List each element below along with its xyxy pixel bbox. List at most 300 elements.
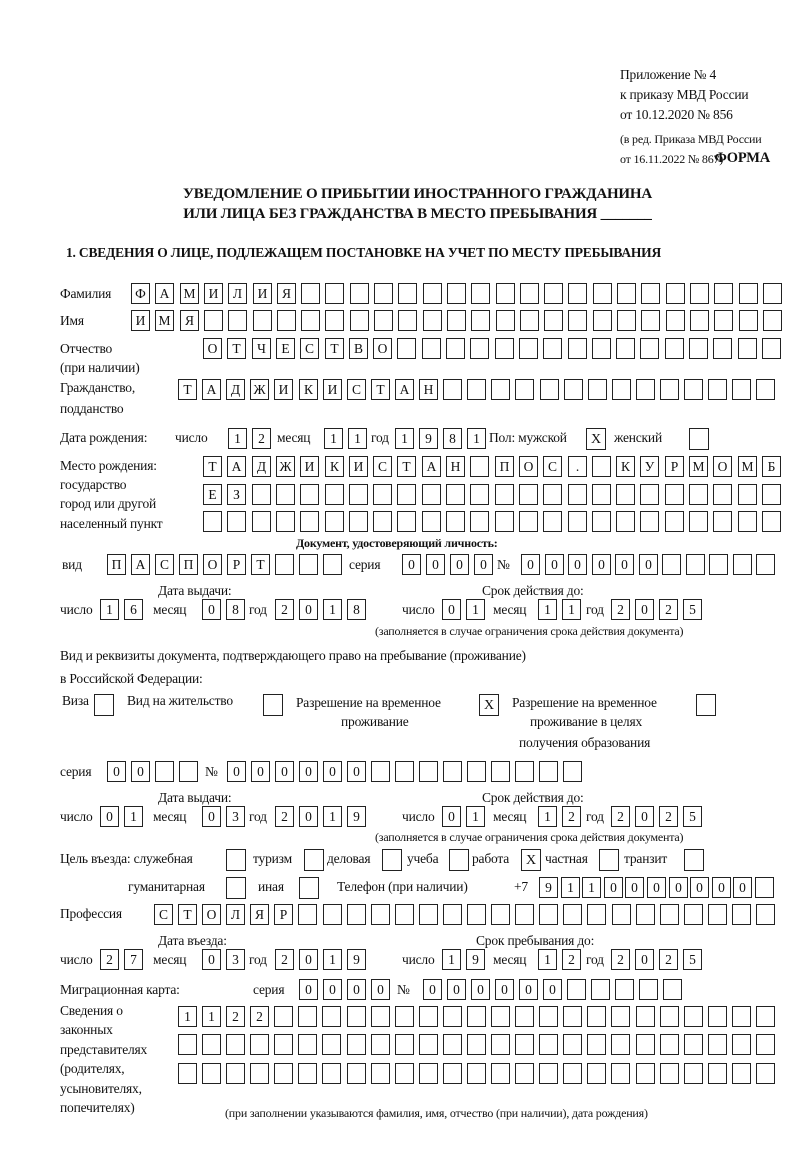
- name-cell[interactable]: [447, 310, 466, 331]
- id-kind-cell[interactable]: С: [155, 554, 174, 575]
- reps2-cell[interactable]: [756, 1034, 775, 1055]
- name-cell[interactable]: [398, 310, 417, 331]
- reps1-cell[interactable]: [708, 1006, 727, 1027]
- reps3-cell[interactable]: [347, 1063, 366, 1084]
- reps1-cell[interactable]: [371, 1006, 390, 1027]
- reps1-cell[interactable]: [467, 1006, 486, 1027]
- surname-cell[interactable]: [739, 283, 758, 304]
- id-number-cell[interactable]: 0: [521, 554, 540, 575]
- birth-year-cell[interactable]: 9: [419, 428, 438, 449]
- reps2-cell[interactable]: [636, 1034, 655, 1055]
- mc-number-cell[interactable]: 0: [423, 979, 442, 1000]
- right-number-cell[interactable]: 0: [323, 761, 342, 782]
- right-number-cell[interactable]: 0: [275, 761, 294, 782]
- id-series-cell[interactable]: 0: [450, 554, 469, 575]
- surname-cell[interactable]: [568, 283, 587, 304]
- birthplace3-cell[interactable]: [592, 511, 611, 532]
- id-number-cell[interactable]: 0: [592, 554, 611, 575]
- id-issue-year-cell[interactable]: 8: [347, 599, 366, 620]
- birthplace1-cell[interactable]: И: [300, 456, 319, 477]
- birthplace1-cell[interactable]: [470, 456, 489, 477]
- id-valid-day-cell[interactable]: 1: [466, 599, 485, 620]
- reps3-cell[interactable]: [491, 1063, 510, 1084]
- right-valid-year-cell[interactable]: 2: [659, 806, 678, 827]
- birthplace3-cell[interactable]: [665, 511, 684, 532]
- name-cell[interactable]: [690, 310, 709, 331]
- citizenship-cell[interactable]: [515, 379, 534, 400]
- citizenship-cell[interactable]: [540, 379, 559, 400]
- birthplace3-cell[interactable]: [519, 511, 538, 532]
- reps3-cell[interactable]: [467, 1063, 486, 1084]
- name-cell[interactable]: [641, 310, 660, 331]
- right-issue-year-cell[interactable]: 0: [299, 806, 318, 827]
- birthplace2-cell[interactable]: [568, 484, 587, 505]
- reps2-cell[interactable]: [708, 1034, 727, 1055]
- reps3-cell[interactable]: [298, 1063, 317, 1084]
- mc-number-cell[interactable]: [663, 979, 682, 1000]
- birthplace1-cell[interactable]: Ж: [276, 456, 295, 477]
- citizenship-cell[interactable]: [491, 379, 510, 400]
- birthplace2-cell[interactable]: [470, 484, 489, 505]
- birthplace3-cell[interactable]: [762, 511, 781, 532]
- birthplace3-cell[interactable]: [616, 511, 635, 532]
- surname-cell[interactable]: [325, 283, 344, 304]
- reps2-cell[interactable]: [322, 1034, 341, 1055]
- birthplace3-cell[interactable]: [276, 511, 295, 532]
- id-series-cell[interactable]: 0: [426, 554, 445, 575]
- surname-cell[interactable]: Л: [228, 283, 247, 304]
- reps1-cell[interactable]: [563, 1006, 582, 1027]
- right-issue-month-cell[interactable]: 0: [202, 806, 221, 827]
- patronymic-cell[interactable]: О: [373, 338, 392, 359]
- reps1-cell[interactable]: [611, 1006, 630, 1027]
- id-valid-year-cell[interactable]: 2: [659, 599, 678, 620]
- surname-cell[interactable]: [447, 283, 466, 304]
- p-tourism-checkbox[interactable]: [304, 849, 324, 871]
- mc-number-cell[interactable]: [567, 979, 586, 1000]
- phone-cell[interactable]: 0: [625, 877, 644, 898]
- profession-cell[interactable]: [684, 904, 703, 925]
- id-number-cell[interactable]: 0: [639, 554, 658, 575]
- right-number-cell[interactable]: 0: [251, 761, 270, 782]
- birthplace1-cell[interactable]: П: [495, 456, 514, 477]
- name-cell[interactable]: [423, 310, 442, 331]
- name-cell[interactable]: [763, 310, 782, 331]
- reps3-cell[interactable]: [684, 1063, 703, 1084]
- birthplace1-cell[interactable]: М: [738, 456, 757, 477]
- entry-month-cell[interactable]: 0: [202, 949, 221, 970]
- name-cell[interactable]: [714, 310, 733, 331]
- phone-cell[interactable]: 0: [690, 877, 709, 898]
- phone-cell[interactable]: 0: [669, 877, 688, 898]
- p-private-checkbox[interactable]: [599, 849, 619, 871]
- reps1-cell[interactable]: 2: [226, 1006, 245, 1027]
- p-transit-checkbox[interactable]: [684, 849, 704, 871]
- id-number-cell[interactable]: [709, 554, 728, 575]
- entry-year-cell[interactable]: 1: [323, 949, 342, 970]
- right-series-cell[interactable]: 0: [131, 761, 150, 782]
- right-valid-month-cell[interactable]: 2: [562, 806, 581, 827]
- reps3-cell[interactable]: [419, 1063, 438, 1084]
- trp-checkbox[interactable]: X: [479, 694, 499, 716]
- profession-cell[interactable]: [612, 904, 631, 925]
- surname-cell[interactable]: [763, 283, 782, 304]
- birthplace2-cell[interactable]: [276, 484, 295, 505]
- birthplace2-cell[interactable]: [349, 484, 368, 505]
- birthplace1-cell[interactable]: .: [568, 456, 587, 477]
- mc-number-cell[interactable]: [615, 979, 634, 1000]
- reps2-cell[interactable]: [491, 1034, 510, 1055]
- right-issue-day-cell[interactable]: 1: [124, 806, 143, 827]
- mc-number-cell[interactable]: 0: [447, 979, 466, 1000]
- reps1-cell[interactable]: [515, 1006, 534, 1027]
- id-valid-day-cell[interactable]: 0: [442, 599, 461, 620]
- mc-series-cell[interactable]: 0: [347, 979, 366, 1000]
- id-issue-month-cell[interactable]: 8: [226, 599, 245, 620]
- reps3-cell[interactable]: [587, 1063, 606, 1084]
- id-valid-year-cell[interactable]: 5: [683, 599, 702, 620]
- id-issue-year-cell[interactable]: 0: [299, 599, 318, 620]
- patronymic-cell[interactable]: [422, 338, 441, 359]
- id-kind-cell[interactable]: [299, 554, 318, 575]
- patronymic-cell[interactable]: [568, 338, 587, 359]
- reps1-cell[interactable]: [419, 1006, 438, 1027]
- reps2-cell[interactable]: [467, 1034, 486, 1055]
- name-cell[interactable]: [253, 310, 272, 331]
- reps2-cell[interactable]: [539, 1034, 558, 1055]
- phone-cell[interactable]: 0: [712, 877, 731, 898]
- birthplace3-cell[interactable]: [397, 511, 416, 532]
- patronymic-cell[interactable]: [446, 338, 465, 359]
- surname-cell[interactable]: [641, 283, 660, 304]
- patronymic-cell[interactable]: [762, 338, 781, 359]
- name-cell[interactable]: [204, 310, 223, 331]
- right-number-cell[interactable]: [563, 761, 582, 782]
- patronymic-cell[interactable]: [397, 338, 416, 359]
- birthplace2-cell[interactable]: [495, 484, 514, 505]
- reps3-cell[interactable]: [202, 1063, 221, 1084]
- reps1-cell[interactable]: [395, 1006, 414, 1027]
- reps1-cell[interactable]: [732, 1006, 751, 1027]
- id-valid-month-cell[interactable]: 1: [538, 599, 557, 620]
- right-issue-year-cell[interactable]: 2: [275, 806, 294, 827]
- profession-cell[interactable]: [298, 904, 317, 925]
- birthplace1-cell[interactable]: К: [325, 456, 344, 477]
- birth-year-cell[interactable]: 1: [395, 428, 414, 449]
- reps2-cell[interactable]: [587, 1034, 606, 1055]
- right-number-cell[interactable]: 0: [227, 761, 246, 782]
- patronymic-cell[interactable]: [616, 338, 635, 359]
- reps1-cell[interactable]: [539, 1006, 558, 1027]
- entry-year-cell[interactable]: 0: [299, 949, 318, 970]
- reps1-cell[interactable]: [684, 1006, 703, 1027]
- surname-cell[interactable]: Я: [277, 283, 296, 304]
- phone-cell[interactable]: 1: [561, 877, 580, 898]
- surname-cell[interactable]: [398, 283, 417, 304]
- citizenship-cell[interactable]: [684, 379, 703, 400]
- stay-year-cell[interactable]: 0: [635, 949, 654, 970]
- birthplace1-cell[interactable]: Б: [762, 456, 781, 477]
- name-cell[interactable]: [301, 310, 320, 331]
- right-valid-day-cell[interactable]: 0: [442, 806, 461, 827]
- profession-cell[interactable]: [515, 904, 534, 925]
- patronymic-cell[interactable]: [713, 338, 732, 359]
- citizenship-cell[interactable]: Ж: [250, 379, 269, 400]
- birthplace1-cell[interactable]: А: [422, 456, 441, 477]
- profession-cell[interactable]: [371, 904, 390, 925]
- id-valid-year-cell[interactable]: 2: [611, 599, 630, 620]
- citizenship-cell[interactable]: [636, 379, 655, 400]
- stay-day-cell[interactable]: 1: [442, 949, 461, 970]
- birthplace3-cell[interactable]: [470, 511, 489, 532]
- reps2-cell[interactable]: [515, 1034, 534, 1055]
- birthplace2-cell[interactable]: [519, 484, 538, 505]
- profession-cell[interactable]: [587, 904, 606, 925]
- name-cell[interactable]: [496, 310, 515, 331]
- birthplace2-cell[interactable]: [689, 484, 708, 505]
- id-kind-cell[interactable]: П: [179, 554, 198, 575]
- profession-cell[interactable]: О: [202, 904, 221, 925]
- right-issue-year-cell[interactable]: 9: [347, 806, 366, 827]
- phone-cell[interactable]: 0: [647, 877, 666, 898]
- profession-cell[interactable]: [539, 904, 558, 925]
- birthplace3-cell[interactable]: [227, 511, 246, 532]
- birthplace1-cell[interactable]: И: [349, 456, 368, 477]
- stay-month-cell[interactable]: 2: [562, 949, 581, 970]
- entry-month-cell[interactable]: 3: [226, 949, 245, 970]
- citizenship-cell[interactable]: [564, 379, 583, 400]
- birthplace1-cell[interactable]: Т: [397, 456, 416, 477]
- birthplace2-cell[interactable]: [543, 484, 562, 505]
- id-issue-year-cell[interactable]: 1: [323, 599, 342, 620]
- reps2-cell[interactable]: [684, 1034, 703, 1055]
- phone-cell[interactable]: 0: [604, 877, 623, 898]
- birthplace3-cell[interactable]: [446, 511, 465, 532]
- reps1-cell[interactable]: 2: [250, 1006, 269, 1027]
- profession-cell[interactable]: [443, 904, 462, 925]
- p-study-checkbox[interactable]: [449, 849, 469, 871]
- profession-cell[interactable]: [491, 904, 510, 925]
- reps1-cell[interactable]: [756, 1006, 775, 1027]
- id-series-cell[interactable]: 0: [474, 554, 493, 575]
- stay-year-cell[interactable]: 2: [611, 949, 630, 970]
- birthplace1-cell[interactable]: А: [227, 456, 246, 477]
- profession-cell[interactable]: [708, 904, 727, 925]
- id-number-cell[interactable]: [662, 554, 681, 575]
- reps3-cell[interactable]: [274, 1063, 293, 1084]
- profession-cell[interactable]: Р: [274, 904, 293, 925]
- id-number-cell[interactable]: [756, 554, 775, 575]
- patronymic-cell[interactable]: [495, 338, 514, 359]
- birthplace3-cell[interactable]: [568, 511, 587, 532]
- patronymic-cell[interactable]: [592, 338, 611, 359]
- mc-number-cell[interactable]: 0: [471, 979, 490, 1000]
- patronymic-cell[interactable]: [665, 338, 684, 359]
- phone-cell[interactable]: 1: [582, 877, 601, 898]
- profession-cell[interactable]: С: [154, 904, 173, 925]
- right-number-cell[interactable]: [515, 761, 534, 782]
- profession-cell[interactable]: [563, 904, 582, 925]
- stay-year-cell[interactable]: 5: [683, 949, 702, 970]
- reps1-cell[interactable]: [298, 1006, 317, 1027]
- surname-cell[interactable]: И: [253, 283, 272, 304]
- id-valid-year-cell[interactable]: 0: [635, 599, 654, 620]
- birthplace1-cell[interactable]: К: [616, 456, 635, 477]
- birthplace2-cell[interactable]: [762, 484, 781, 505]
- birthplace2-cell[interactable]: [616, 484, 635, 505]
- citizenship-cell[interactable]: [756, 379, 775, 400]
- surname-cell[interactable]: А: [155, 283, 174, 304]
- surname-cell[interactable]: [350, 283, 369, 304]
- birthplace2-cell[interactable]: [640, 484, 659, 505]
- stay-month-cell[interactable]: 1: [538, 949, 557, 970]
- surname-cell[interactable]: [666, 283, 685, 304]
- reps3-cell[interactable]: [708, 1063, 727, 1084]
- name-cell[interactable]: [374, 310, 393, 331]
- birthplace2-cell[interactable]: Е: [203, 484, 222, 505]
- mc-number-cell[interactable]: 0: [495, 979, 514, 1000]
- surname-cell[interactable]: [471, 283, 490, 304]
- citizenship-cell[interactable]: [660, 379, 679, 400]
- reps1-cell[interactable]: [347, 1006, 366, 1027]
- right-series-cell[interactable]: 0: [107, 761, 126, 782]
- surname-cell[interactable]: [617, 283, 636, 304]
- patronymic-cell[interactable]: С: [300, 338, 319, 359]
- right-issue-year-cell[interactable]: 1: [323, 806, 342, 827]
- stay-year-cell[interactable]: 2: [659, 949, 678, 970]
- id-kind-cell[interactable]: [275, 554, 294, 575]
- profession-cell[interactable]: [660, 904, 679, 925]
- id-issue-year-cell[interactable]: 2: [275, 599, 294, 620]
- profession-cell[interactable]: [732, 904, 751, 925]
- citizenship-cell[interactable]: К: [299, 379, 318, 400]
- citizenship-cell[interactable]: Т: [371, 379, 390, 400]
- profession-cell[interactable]: [756, 904, 775, 925]
- patronymic-cell[interactable]: [640, 338, 659, 359]
- patronymic-cell[interactable]: Ч: [252, 338, 271, 359]
- birthplace1-cell[interactable]: У: [640, 456, 659, 477]
- id-kind-cell[interactable]: П: [107, 554, 126, 575]
- phone-cell[interactable]: [755, 877, 774, 898]
- phone-cell[interactable]: 0: [733, 877, 752, 898]
- reps2-cell[interactable]: [226, 1034, 245, 1055]
- birthplace3-cell[interactable]: [300, 511, 319, 532]
- birthplace1-cell[interactable]: О: [519, 456, 538, 477]
- reps2-cell[interactable]: [611, 1034, 630, 1055]
- profession-cell[interactable]: [323, 904, 342, 925]
- reps3-cell[interactable]: [636, 1063, 655, 1084]
- reps1-cell[interactable]: [322, 1006, 341, 1027]
- right-number-cell[interactable]: [395, 761, 414, 782]
- surname-cell[interactable]: [544, 283, 563, 304]
- reps3-cell[interactable]: [611, 1063, 630, 1084]
- id-number-cell[interactable]: [686, 554, 705, 575]
- birthplace3-cell[interactable]: [325, 511, 344, 532]
- reps3-cell[interactable]: [563, 1063, 582, 1084]
- citizenship-cell[interactable]: И: [323, 379, 342, 400]
- profession-cell[interactable]: Я: [250, 904, 269, 925]
- citizenship-cell[interactable]: [612, 379, 631, 400]
- mc-number-cell[interactable]: 0: [519, 979, 538, 1000]
- reps2-cell[interactable]: [443, 1034, 462, 1055]
- name-cell[interactable]: [544, 310, 563, 331]
- reps1-cell[interactable]: [443, 1006, 462, 1027]
- patronymic-cell[interactable]: [470, 338, 489, 359]
- birthplace2-cell[interactable]: [738, 484, 757, 505]
- birthplace3-cell[interactable]: [713, 511, 732, 532]
- id-kind-cell[interactable]: О: [203, 554, 222, 575]
- reps2-cell[interactable]: [563, 1034, 582, 1055]
- birthplace1-cell[interactable]: М: [689, 456, 708, 477]
- reps1-cell[interactable]: [636, 1006, 655, 1027]
- id-number-cell[interactable]: [733, 554, 752, 575]
- id-series-cell[interactable]: 0: [402, 554, 421, 575]
- stay-day-cell[interactable]: 9: [466, 949, 485, 970]
- birthplace3-cell[interactable]: [738, 511, 757, 532]
- surname-cell[interactable]: М: [180, 283, 199, 304]
- name-cell[interactable]: М: [155, 310, 174, 331]
- mc-number-cell[interactable]: [591, 979, 610, 1000]
- reps2-cell[interactable]: [202, 1034, 221, 1055]
- birthplace3-cell[interactable]: [495, 511, 514, 532]
- patronymic-cell[interactable]: О: [203, 338, 222, 359]
- right-number-cell[interactable]: [443, 761, 462, 782]
- birthplace2-cell[interactable]: [325, 484, 344, 505]
- citizenship-cell[interactable]: [443, 379, 462, 400]
- birthplace2-cell[interactable]: [397, 484, 416, 505]
- right-number-cell[interactable]: [419, 761, 438, 782]
- patronymic-cell[interactable]: [543, 338, 562, 359]
- patronymic-cell[interactable]: [689, 338, 708, 359]
- reps2-cell[interactable]: [274, 1034, 293, 1055]
- patronymic-cell[interactable]: Т: [325, 338, 344, 359]
- surname-cell[interactable]: [593, 283, 612, 304]
- birthplace2-cell[interactable]: [592, 484, 611, 505]
- right-number-cell[interactable]: 0: [347, 761, 366, 782]
- birthplace1-cell[interactable]: [592, 456, 611, 477]
- right-number-cell[interactable]: [371, 761, 390, 782]
- citizenship-cell[interactable]: Т: [178, 379, 197, 400]
- citizenship-cell[interactable]: С: [347, 379, 366, 400]
- reps2-cell[interactable]: [732, 1034, 751, 1055]
- reps1-cell[interactable]: [491, 1006, 510, 1027]
- p-business-checkbox[interactable]: [382, 849, 402, 871]
- p-other-checkbox[interactable]: [299, 877, 319, 899]
- birthplace3-cell[interactable]: [543, 511, 562, 532]
- right-series-cell[interactable]: [179, 761, 198, 782]
- citizenship-cell[interactable]: И: [274, 379, 293, 400]
- birth-year-cell[interactable]: 1: [467, 428, 486, 449]
- id-issue-day-cell[interactable]: 1: [100, 599, 119, 620]
- id-kind-cell[interactable]: Р: [227, 554, 246, 575]
- surname-cell[interactable]: [374, 283, 393, 304]
- reps1-cell[interactable]: [587, 1006, 606, 1027]
- birthplace3-cell[interactable]: [349, 511, 368, 532]
- birthplace3-cell[interactable]: [252, 511, 271, 532]
- surname-cell[interactable]: [714, 283, 733, 304]
- birthplace1-cell[interactable]: Д: [252, 456, 271, 477]
- patronymic-cell[interactable]: В: [349, 338, 368, 359]
- birthplace1-cell[interactable]: С: [373, 456, 392, 477]
- birth-month-cell[interactable]: 1: [324, 428, 343, 449]
- birthplace2-cell[interactable]: [665, 484, 684, 505]
- right-issue-month-cell[interactable]: 3: [226, 806, 245, 827]
- birthplace2-cell[interactable]: [422, 484, 441, 505]
- surname-cell[interactable]: [301, 283, 320, 304]
- right-valid-year-cell[interactable]: 0: [635, 806, 654, 827]
- birthplace1-cell[interactable]: О: [713, 456, 732, 477]
- birthplace2-cell[interactable]: З: [227, 484, 246, 505]
